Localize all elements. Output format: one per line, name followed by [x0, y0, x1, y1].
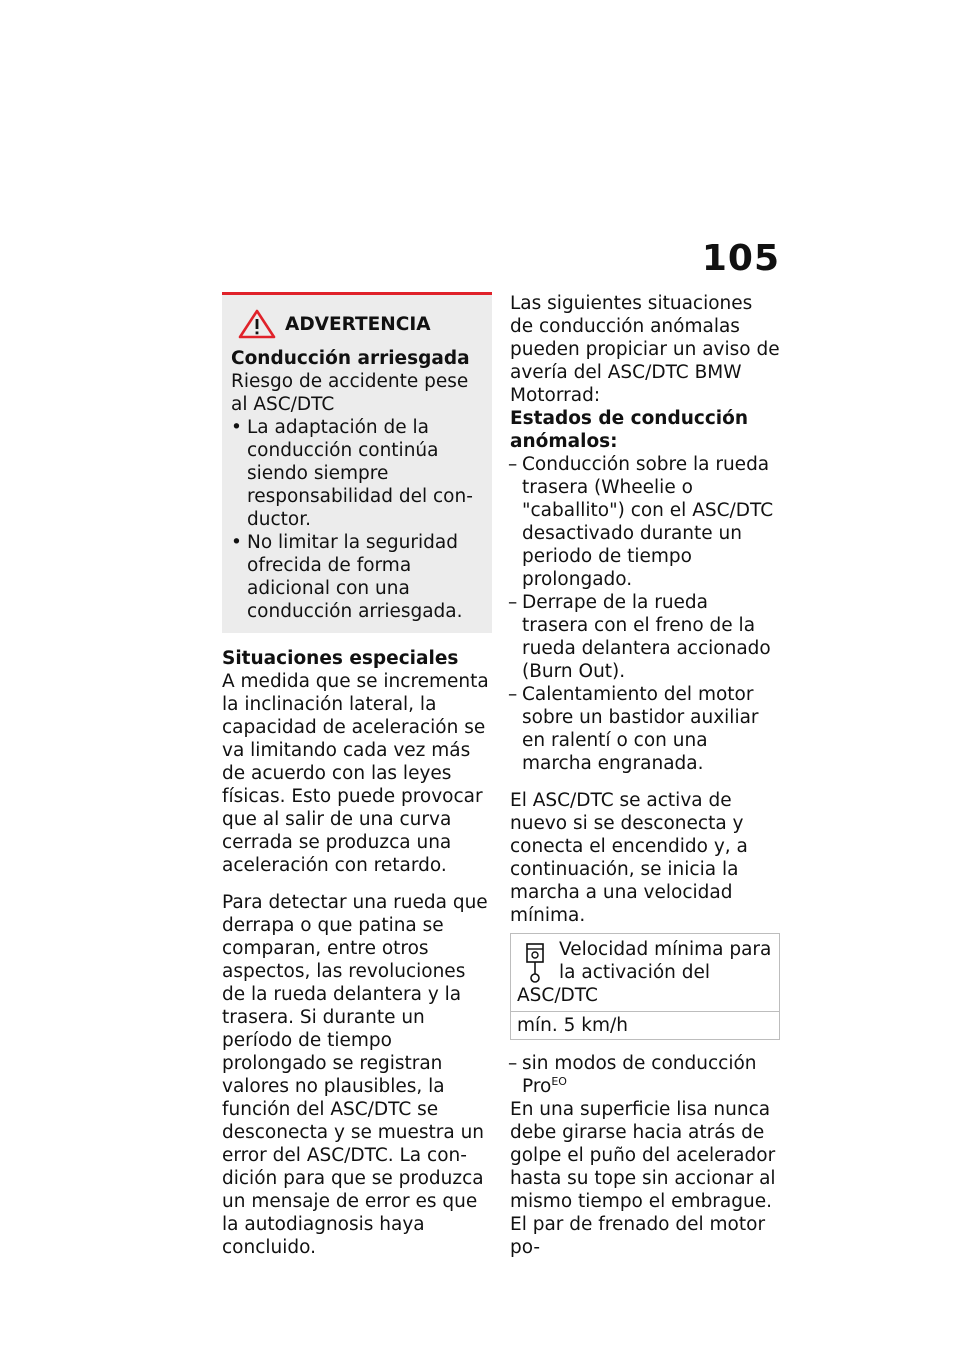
list-item: – Calentamiento del motor sobre un bastidor auxiliar en ralentí o con una marcha engranada.	[510, 683, 780, 775]
list-item: – Derrape de la rueda trasera con el freno de la rueda delantera accionado (Burn Out).	[510, 591, 780, 683]
right-column	[510, 292, 780, 1273]
mode-text: sin modos de conducción Pro	[522, 1053, 757, 1097]
list-item: – Conducción sobre la rueda trasera (Wheelie o "caballito") con el ASC/DTC desactivado durante un periodo de tiempo prolongado.	[510, 453, 780, 591]
warning-header	[231, 309, 484, 339]
spec-value: mín. 5 km/h	[517, 1015, 628, 1036]
warning-lead: Riesgo de accidente pese al ASC/DTC	[231, 371, 469, 415]
spec-label-row	[511, 934, 779, 1012]
page-number: 105	[701, 238, 780, 279]
speedometer-value-icon	[517, 940, 553, 984]
left-column	[222, 292, 492, 1273]
paragraph: Las siguientes situaciones de conducción anómalas pueden propiciar un aviso de avería del ASC/DTC BMW Motorrad:	[510, 293, 780, 406]
warning-heading: Conducción arriesgada	[231, 348, 470, 369]
spec-label: Velocidad mínima para la activación del ASC/DTC	[517, 939, 772, 1006]
mode-superscript: EO	[551, 1074, 567, 1088]
paragraph: El ASC/DTC se activa de nuevo si se desconecta y conecta el encendido y, a continuación, se inicia la marcha a una velocidad mínima.	[510, 790, 748, 926]
warning-bullet: • La adaptación de la conducción continúa siendo siempre responsabilidad del conductor.	[231, 416, 484, 531]
paragraph: En una superficie lisa nunca debe girarse hacia atrás de golpe el puño del acelerador hasta su tope sin accionar al mismo tiempo el embrague. El par de frenado del motor po-	[510, 1099, 776, 1258]
paragraph: Para detectar una rueda que derrapa o que patina se comparan, entre otros aspectos, las revoluciones de la rueda delantera y la trasera. Si durante un período de tiempo prolongado se registran valores no plausibles, la función del ASC/DTC se desconecta y se muestra un error del ASC/DTC. La condición para que se produzca un mensaje de error es que la autodiagnosis haya concluido.	[222, 892, 488, 1258]
warning-box	[222, 292, 492, 633]
subheading: Estados de conducción anómalos:	[510, 408, 749, 452]
warning-bullet: • No limitar la seguridad ofrecida de forma adicional con una conducción arriesgada.	[231, 531, 484, 623]
section-heading: Situaciones especiales	[222, 648, 459, 669]
warning-triangle-icon	[237, 309, 277, 339]
spec-table	[510, 933, 780, 1040]
warning-label: ADVERTENCIA	[285, 313, 431, 335]
paragraph: A medida que se incrementa la inclinación lateral, la capacidad de aceleración se va limitando cada vez más de acuerdo con las leyes físicas. Esto puede provocar que al salir de una curva cerrada se produzca una aceleración con retardo.	[222, 671, 489, 876]
list-item	[510, 1052, 780, 1098]
